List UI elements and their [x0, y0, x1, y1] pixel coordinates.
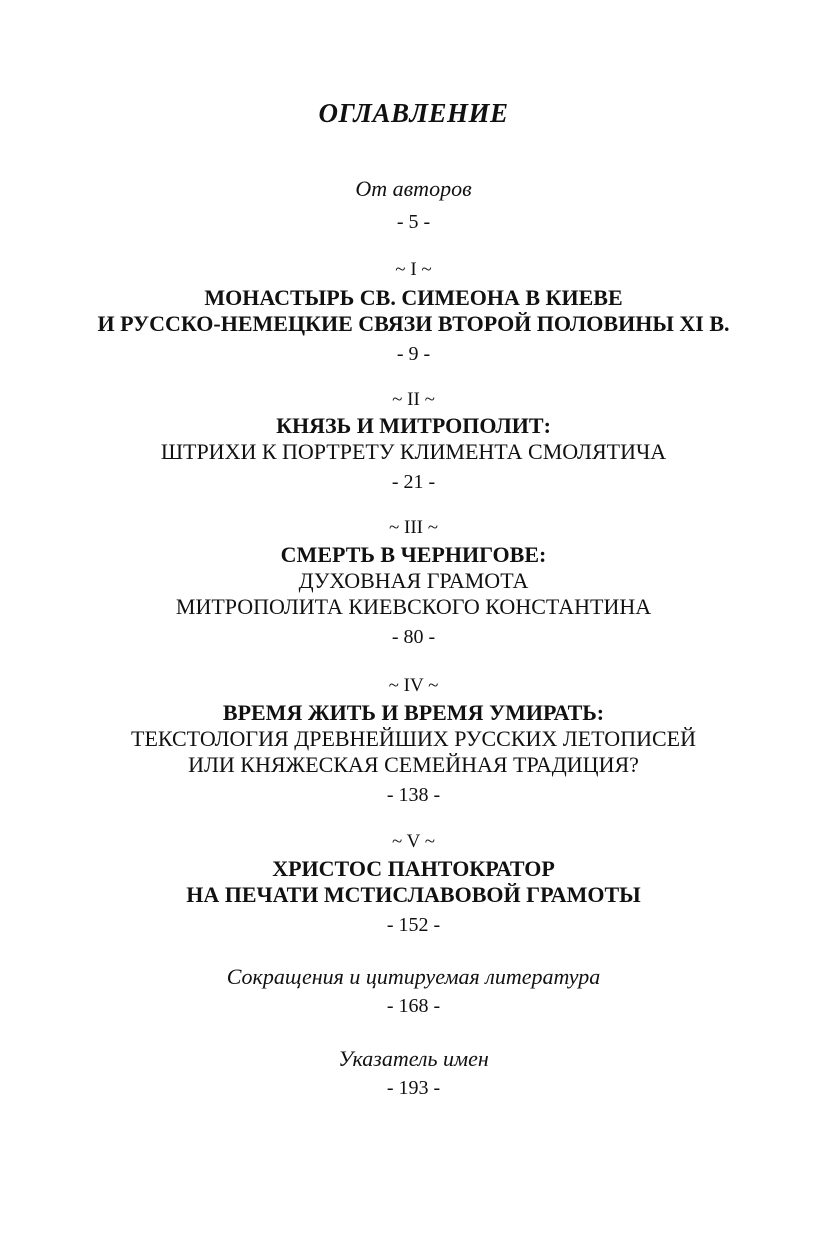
toc-entry-abbreviations-page: - 168 -: [386, 995, 441, 1017]
toc-entry-index-label: Указатель имен: [338, 1046, 489, 1071]
chapter-5-page: - 152 -: [386, 914, 441, 936]
chapter-2-title-line-1: КНЯЗЬ И МИТРОПОЛИТ:: [276, 413, 551, 438]
chapter-3-numeral: ~ III ~: [388, 517, 439, 538]
toc-entry-intro-page: - 5 -: [396, 211, 431, 233]
chapter-4-title-line-1: ВРЕМЯ ЖИТЬ И ВРЕМЯ УМИРАТЬ:: [222, 700, 605, 725]
chapter-1-title-line-1: МОНАСТЫРЬ СВ. СИМЕОНА В КИЕВЕ: [204, 285, 623, 310]
chapter-2-subtitle-line-1: ШТРИХИ К ПОРТРЕТУ КЛИМЕНТА СМОЛЯТИЧА: [160, 439, 667, 464]
chapter-4-numeral: ~ IV ~: [388, 675, 439, 696]
chapter-3-subtitle-line-2: МИТРОПОЛИТА КИЕВСКОГО КОНСТАНТИНА: [175, 594, 652, 619]
chapter-4-page: - 138 -: [386, 784, 441, 806]
toc-entry-index-page: - 193 -: [386, 1077, 441, 1099]
chapter-4-subtitle-line-1: ТЕКСТОЛОГИЯ ДРЕВНЕЙШИХ РУССКИХ ЛЕТОПИСЕЙ: [131, 726, 696, 751]
chapter-5-title-line-2: НА ПЕЧАТИ МСТИСЛАВОВОЙ ГРАМОТЫ: [186, 882, 641, 907]
page-title: ОГЛАВЛЕНИЕ: [318, 98, 509, 128]
chapter-2-page: - 21 -: [391, 471, 436, 493]
toc-entry-intro-label: От авторов: [355, 176, 472, 201]
chapter-5-title-line-1: ХРИСТОС ПАНТОКРАТОР: [272, 856, 555, 881]
chapter-4-subtitle-line-2: ИЛИ КНЯЖЕСКАЯ СЕМЕЙНАЯ ТРАДИЦИЯ?: [188, 752, 639, 777]
chapter-5-numeral: ~ V ~: [391, 831, 436, 852]
chapter-1-page: - 9 -: [396, 343, 431, 365]
chapter-3-page: - 80 -: [391, 626, 436, 648]
chapter-1-title-line-2: И РУССКО-НЕМЕЦКИЕ СВЯЗИ ВТОРОЙ ПОЛОВИНЫ XI В.: [97, 311, 730, 336]
chapter-2-numeral: ~ II ~: [392, 389, 435, 410]
chapter-1-numeral: ~ I ~: [395, 259, 432, 280]
chapter-3-subtitle-line-1: ДУХОВНАЯ ГРАМОТА: [298, 568, 529, 593]
chapter-3-title-line-1: СМЕРТЬ В ЧЕРНИГОВЕ:: [280, 542, 547, 567]
toc-entry-abbreviations-label: Сокращения и цитируемая литература: [226, 964, 601, 989]
